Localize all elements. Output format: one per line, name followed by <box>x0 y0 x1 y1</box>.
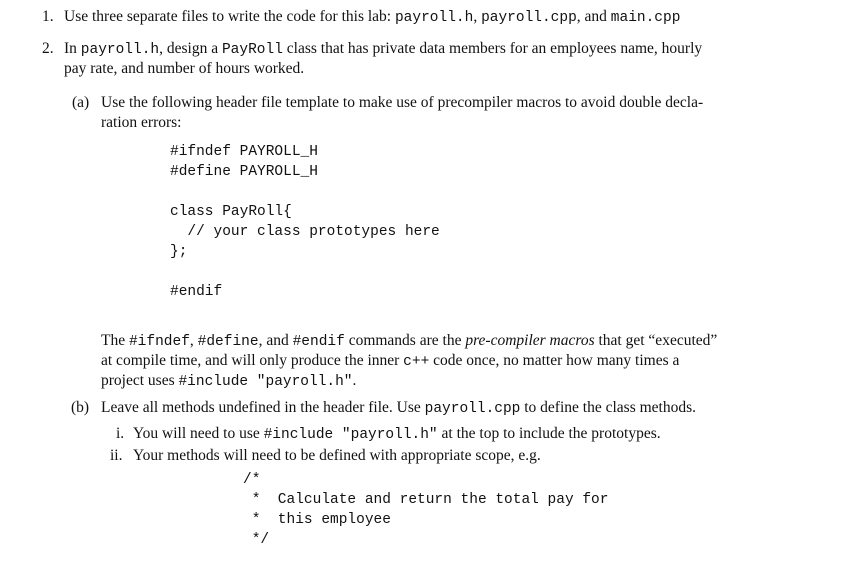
i-b: at the top to include the prototypes. <box>437 425 661 442</box>
item-2-line1-b: , design a <box>159 40 222 57</box>
expl-endif: #endif <box>292 334 345 350</box>
expl2-a: at compile time, and will only produce the inner <box>101 352 404 369</box>
roman-i-label: i. <box>116 425 125 442</box>
code-line-ifndef: #ifndef PAYROLL_H <box>170 144 318 160</box>
expl3-b: . <box>352 372 357 389</box>
i-include: #include "payroll.h" <box>263 427 438 443</box>
expl-c2: , and <box>258 332 293 349</box>
code-line-class: class PayRoll{ <box>170 204 292 220</box>
expl-define: #define <box>197 334 259 350</box>
expl2-b: code once, no matter how many times a <box>429 352 680 369</box>
code-line-define: #define PAYROLL_H <box>170 164 318 180</box>
expl-c1: , <box>189 332 198 349</box>
sub-b-label: (b) <box>71 399 90 416</box>
roman-ii-label: ii. <box>110 447 123 464</box>
comment-open: /* <box>243 472 261 488</box>
roman-i-text <box>133 424 661 445</box>
expl-text-c: that get “executed” <box>594 332 718 349</box>
expl-italic: pre-compiler macros <box>465 332 595 349</box>
roman-ii-text: Your methods will need to be defined with appropriate scope, e.g. <box>133 447 541 464</box>
i-a: You will need to use <box>133 425 264 442</box>
sub-b-line <box>101 398 696 419</box>
file-payroll-h: payroll.h <box>394 10 474 26</box>
comment-line-2: * this employee <box>243 512 391 528</box>
item-1-sep1: , <box>473 8 482 25</box>
expl3-include: #include "payroll.h" <box>178 374 353 390</box>
sub-b-file: payroll.cpp <box>424 401 521 417</box>
item-2-line1-c: class that has private data members for an employees name, hourly <box>282 40 703 57</box>
file-payroll-cpp: payroll.cpp <box>481 10 577 26</box>
explanation-line-1 <box>101 331 717 352</box>
comment-close: */ <box>243 532 270 548</box>
item-2-line-2: pay rate, and number of hours worked. <box>64 60 305 77</box>
expl3-a: project uses <box>101 372 179 389</box>
sub-a-line-1: Use the following header file template to make use of precompiler macros to avoid double decla- <box>101 94 704 111</box>
file-main-cpp: main.cpp <box>610 10 681 26</box>
code-line-endif: #endif <box>170 284 223 300</box>
item-2-number: 2. <box>42 40 54 57</box>
item-1-text <box>64 7 680 28</box>
sub-a-label: (a) <box>72 94 90 111</box>
sub-b-a: Leave all methods undefined in the header file. Use <box>101 399 425 416</box>
comment-line-1: * Calculate and return the total pay for <box>243 492 609 508</box>
item-2-line-1 <box>64 39 702 60</box>
item-1-number: 1. <box>42 8 54 25</box>
expl-text: The <box>101 332 129 349</box>
item-1-text-a: Use three separate files to write the code for this lab: <box>64 8 395 25</box>
explanation-line-2 <box>101 351 679 372</box>
item-1-sep2: , and <box>576 8 611 25</box>
code-line-close: }; <box>170 244 188 260</box>
item-2-class-name: PayRoll <box>221 42 283 58</box>
explanation-line-3 <box>101 371 356 392</box>
code-line-comment: // your class prototypes here <box>170 224 440 240</box>
sub-b-b: to define the class methods. <box>520 399 696 416</box>
item-2-file: payroll.h <box>80 42 160 58</box>
item-2-line1-a: In <box>64 40 81 57</box>
expl-ifndef: #ifndef <box>128 334 190 350</box>
expl-text-b: commands are the <box>344 332 466 349</box>
sub-a-line-2: ration errors: <box>101 114 182 131</box>
expl2-cpp: c++ <box>403 354 430 370</box>
